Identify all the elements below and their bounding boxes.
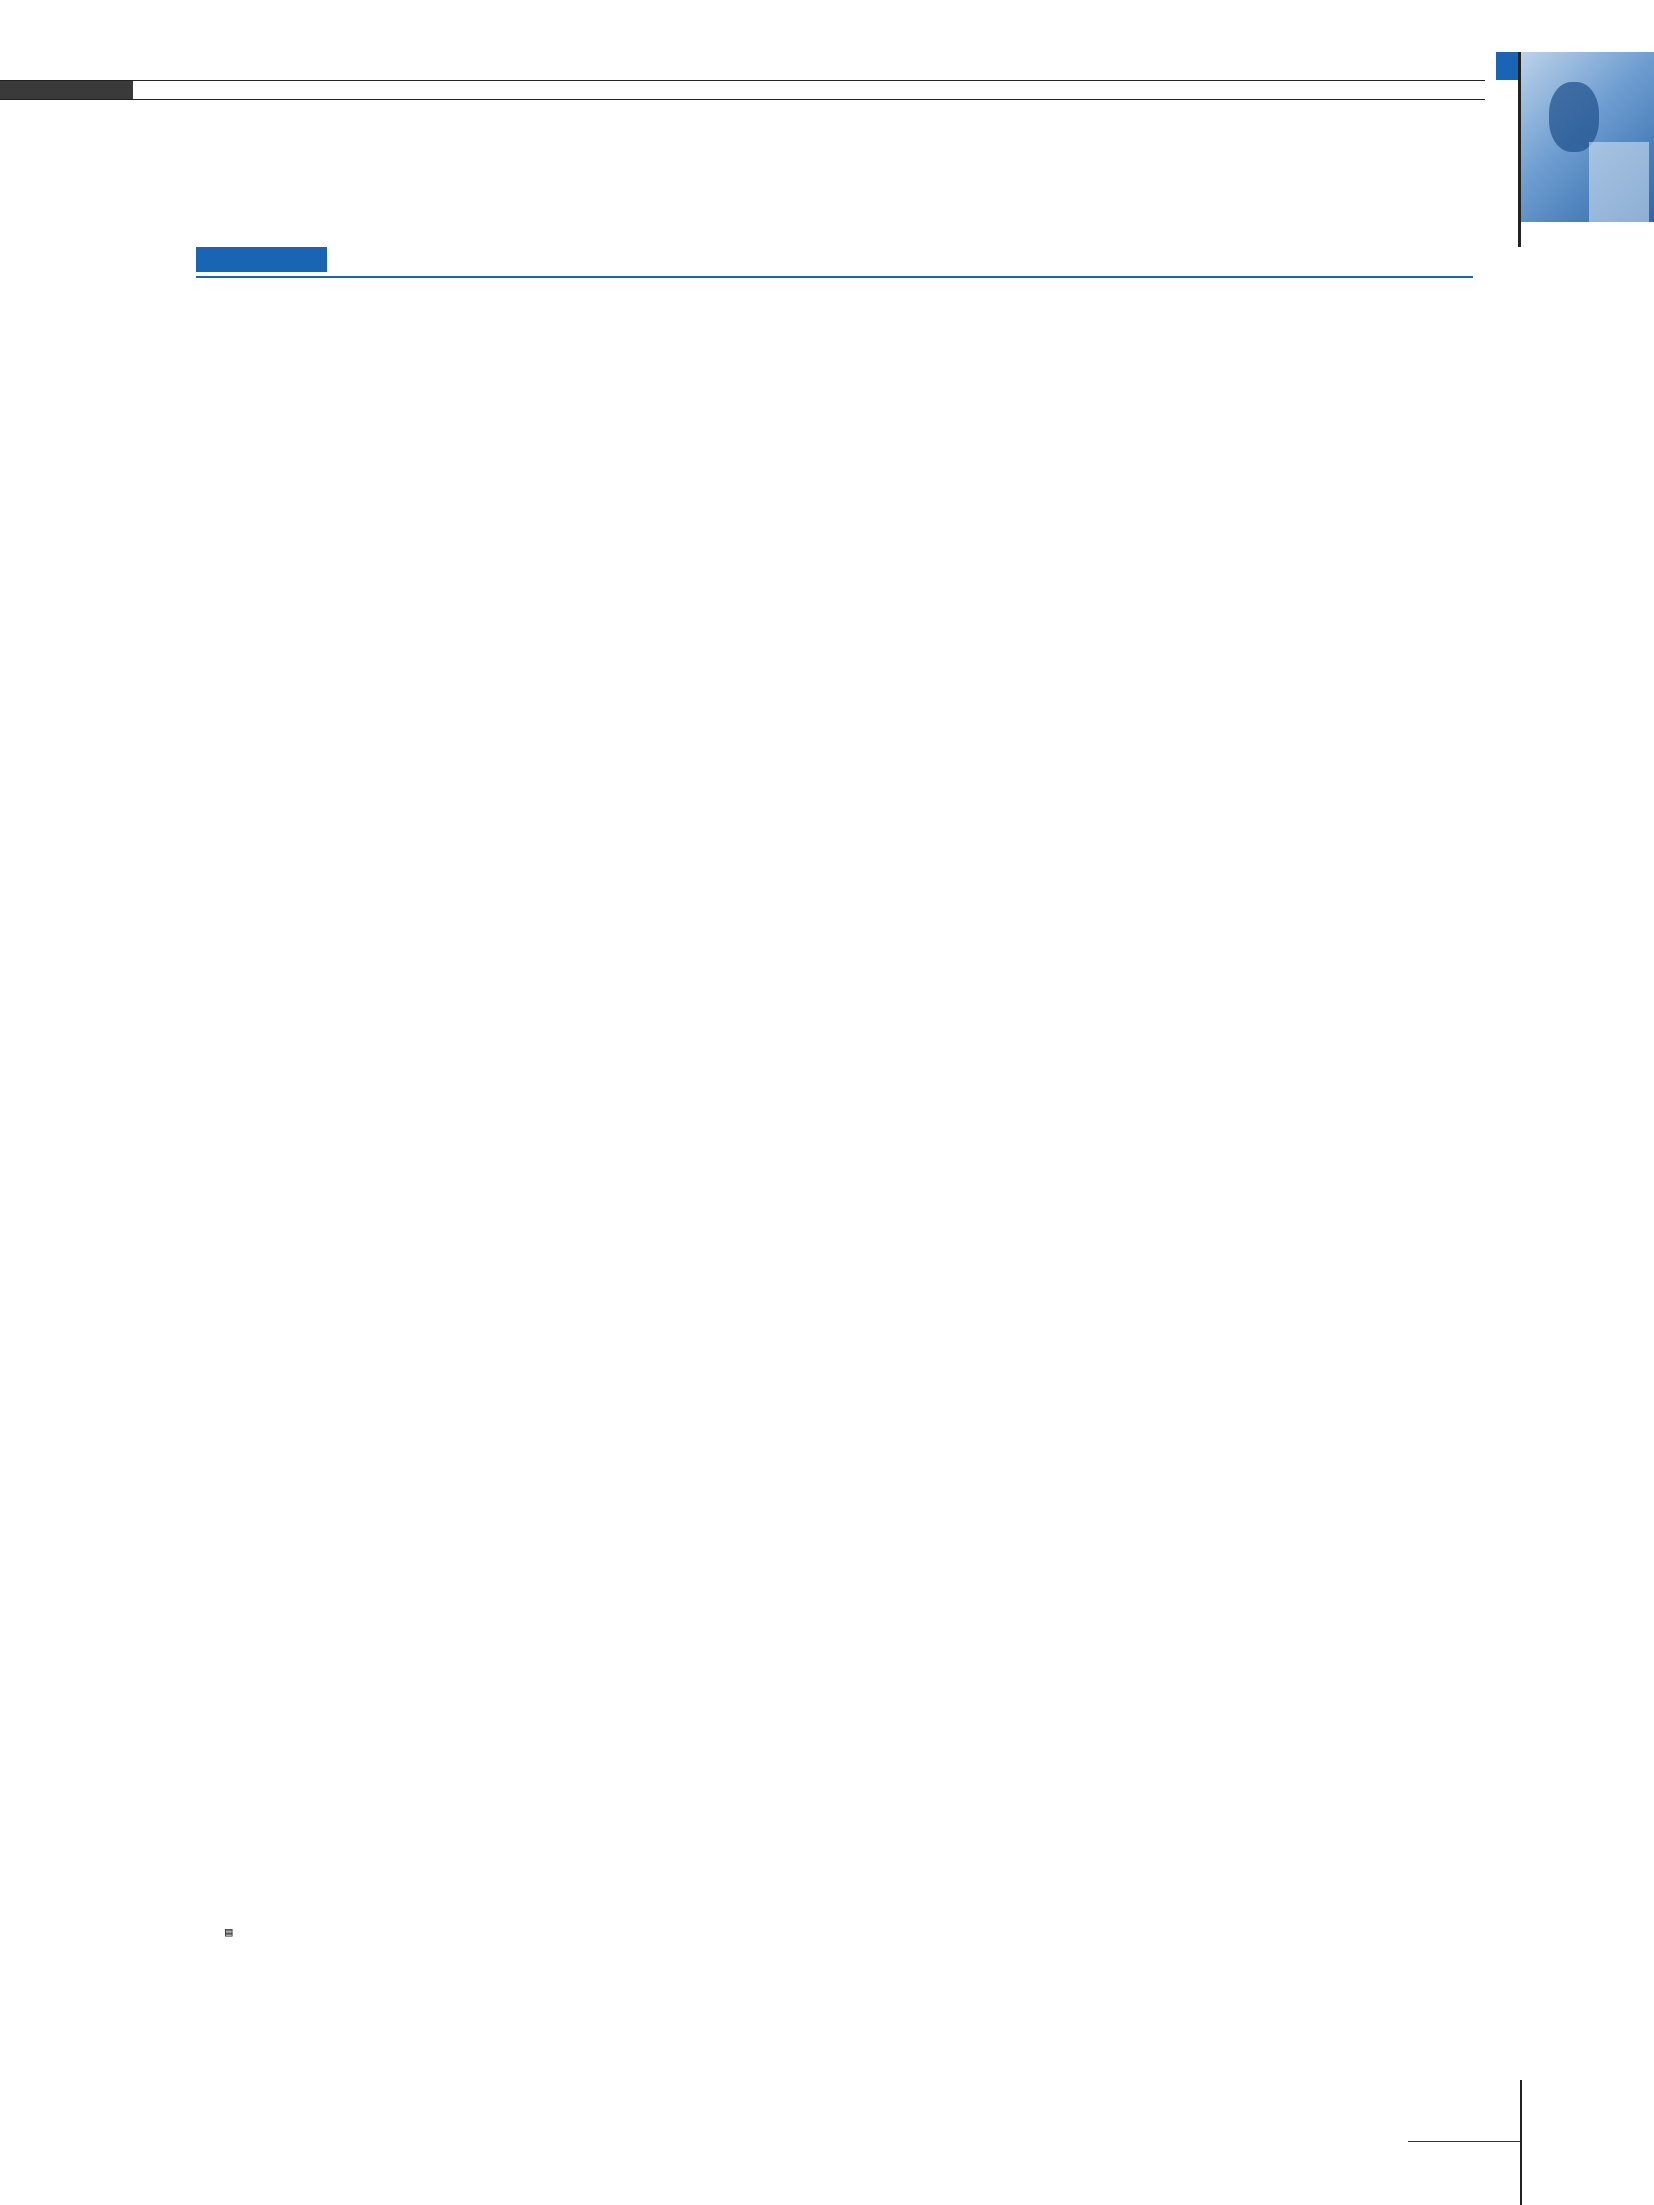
accent-square xyxy=(1496,52,1518,80)
statlink[interactable] xyxy=(225,1923,1475,1941)
header-rule xyxy=(1518,52,1521,247)
footer-rule xyxy=(1408,2141,1521,2142)
notes xyxy=(225,1923,1475,1941)
footer-vrule xyxy=(1520,2080,1522,2205)
table-tag xyxy=(196,247,327,272)
title-rule xyxy=(196,276,1473,278)
statlink-icon: ▤ xyxy=(225,1924,233,1939)
top-rule xyxy=(0,80,1485,100)
footer-text xyxy=(815,2115,829,2133)
header-photo xyxy=(1519,52,1654,222)
